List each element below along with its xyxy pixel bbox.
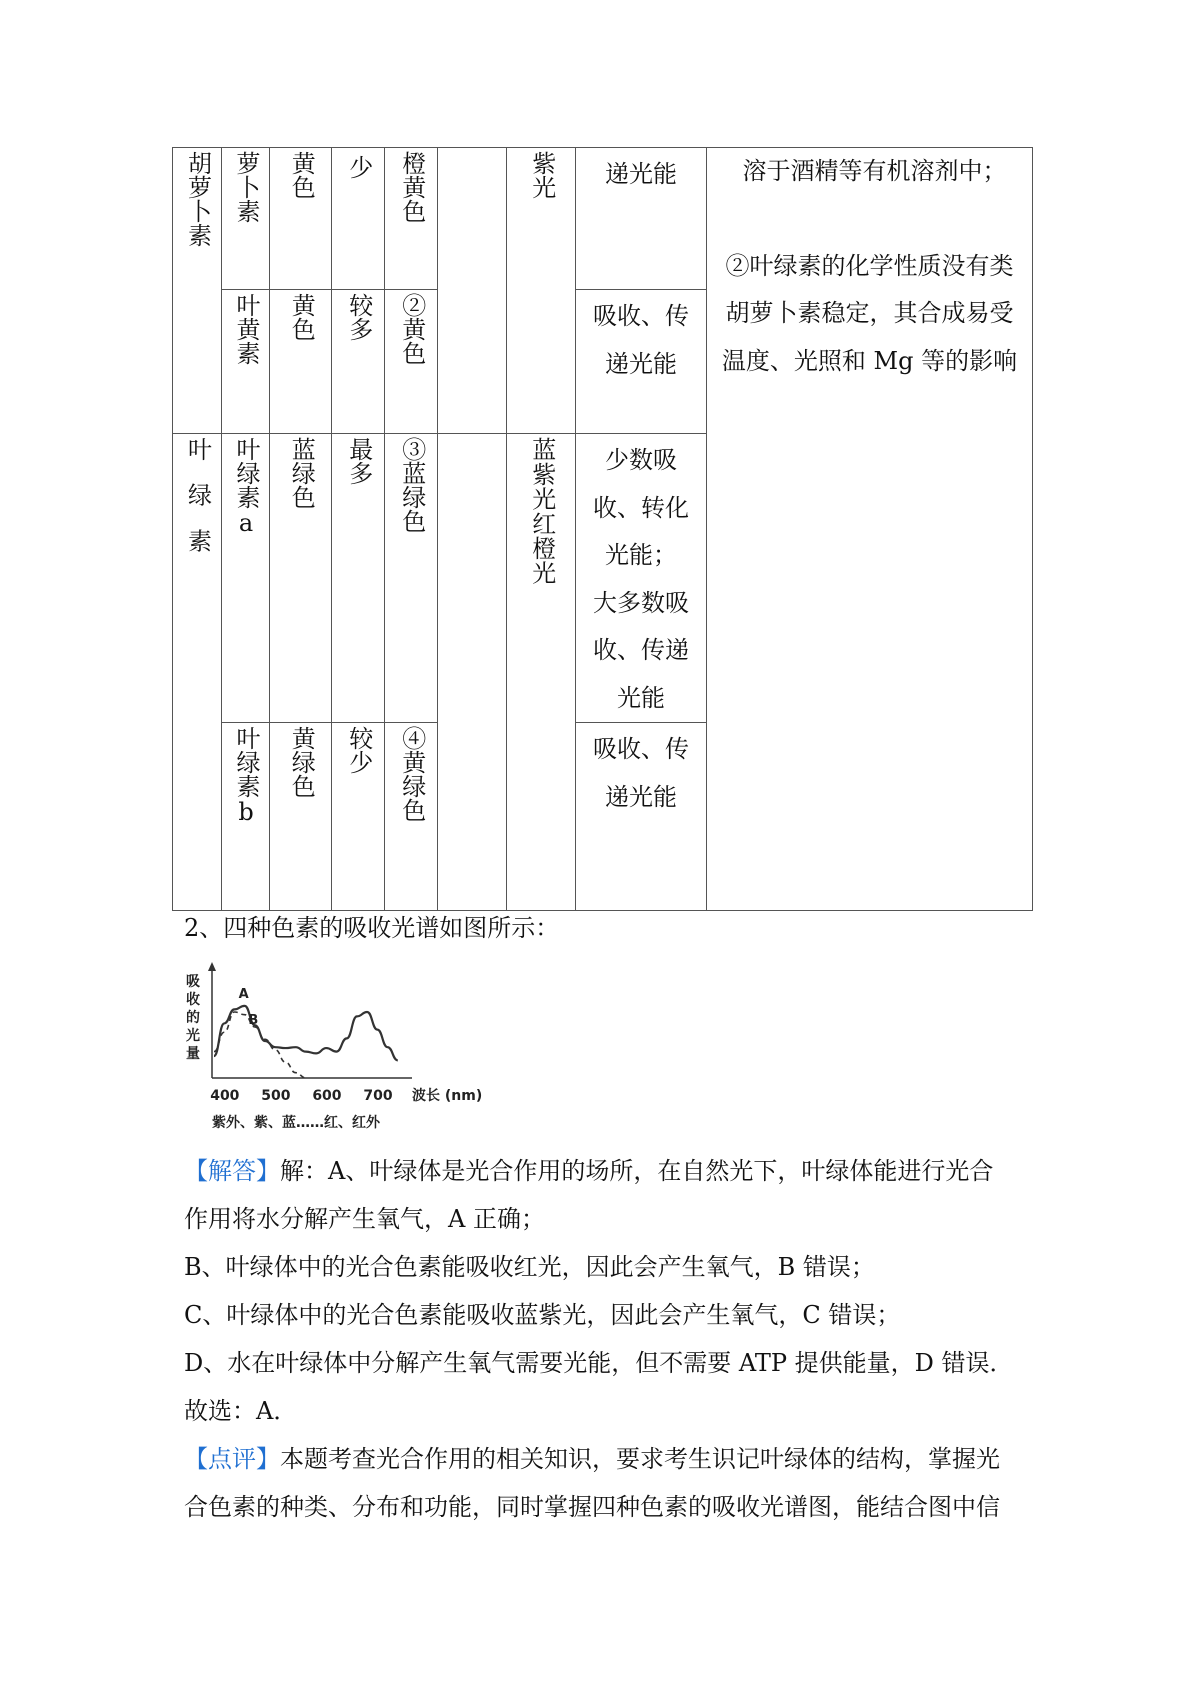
blank-cell [438,434,507,911]
pigment-amount: 较多 [332,290,385,434]
x-tick-label: 400 [210,1088,240,1104]
pigment-function: 少数吸 收、转化 光能； 大多数吸 收、传递 光能 [576,434,707,723]
answer-conclusion: 故选：A． [184,1397,298,1425]
pigment-table [172,147,1033,911]
series-line-a [214,1006,398,1061]
y-label-char: 的 [186,1010,200,1026]
pigment-color: 黄绿色 [270,723,332,911]
pigment-function: 递光能 [576,148,707,290]
pigment-amount: 少 [332,148,385,290]
series-label-a: A [238,986,249,1002]
pigment-function: 吸收、传递光能 [576,290,707,434]
answer-line-2: 作用将水分解产生氧气，A 正确； [184,1205,545,1233]
note-cell: 溶于酒精等有机溶剂中； ②叶绿素的化学性质没有类 胡萝卜素稳定，其合成易受 温度、光照和 Mg 等的影响 [707,148,1033,911]
pigment-name: 叶绿素b [221,723,270,911]
review-tag: 【点评】 [184,1445,280,1473]
absorbed-light: 紫光 [507,148,576,434]
pigment-color: 黄色 [270,148,332,290]
series-label-b: B [248,1013,259,1028]
pigment-name: 叶黄素 [221,290,270,434]
review-line-2: 合色素的种类、分布和功能，同时掌握四种色素的吸收光谱图，能结合图中信 [184,1493,1000,1521]
y-label-char: 量 [186,1046,200,1062]
pigment-name: 萝卜素 [221,148,270,290]
blank-cell [438,148,507,434]
pigment-function: 吸收、传递光能 [576,723,707,911]
pigment-band: ③蓝绿色 [385,434,438,723]
pigment-amount: 最多 [332,434,385,723]
y-label-char: 光 [186,1028,200,1044]
pigment-band: 橙黄色 [385,148,438,290]
absorption-spectrum-chart [180,960,485,1140]
pigment-band: ④黄绿色 [385,723,438,911]
absorbed-light: 蓝紫光红橙光 [507,434,576,911]
answer-tag: 【解答】 [184,1157,280,1185]
pigment-color: 蓝绿色 [270,434,332,723]
pigment-name: 叶绿素a [221,434,270,723]
x-tick-label: 700 [363,1088,393,1104]
group-carotenoid: 胡萝卜素 [173,148,222,434]
pigment-band: ②黄色 [385,290,438,434]
x-tick-label: 500 [261,1088,291,1104]
pigment-amount: 较少 [332,723,385,911]
group-chlorophyll: 叶绿素 [173,434,222,911]
band-label: 紫外、紫、蓝……红、红外 [212,1115,380,1131]
y-label-char: 吸 [186,974,200,990]
pigment-color: 黄色 [270,290,332,434]
answer-line-5: D、水在叶绿体中分解产生氧气需要光能，但不需要 ATP 提供能量，D 错误． [184,1349,1014,1377]
y-axis-label [186,974,200,1062]
y-label-char: 收 [186,992,200,1008]
y-axis-arrow [208,962,216,971]
review-line-1: 【点评】本题考查光合作用的相关知识，要求考生识记叶绿体的结构，掌握光 [184,1445,1000,1473]
answer-line-1: 【解答】解：A、叶绿体是光合作用的场所，在自然光下，叶绿体能进行光合 [184,1157,994,1185]
answer-line-4: C、叶绿体中的光合色素能吸收蓝紫光，因此会产生氧气，C 错误； [184,1301,901,1329]
x-axis-label: 波长 (nm) [412,1088,483,1104]
section-heading: 2、四种色素的吸收光谱如图所示： [184,914,560,942]
x-tick-label: 600 [312,1088,342,1104]
answer-line-3: B、叶绿体中的光合色素能吸收红光，因此会产生氧气，B 错误； [184,1253,875,1281]
